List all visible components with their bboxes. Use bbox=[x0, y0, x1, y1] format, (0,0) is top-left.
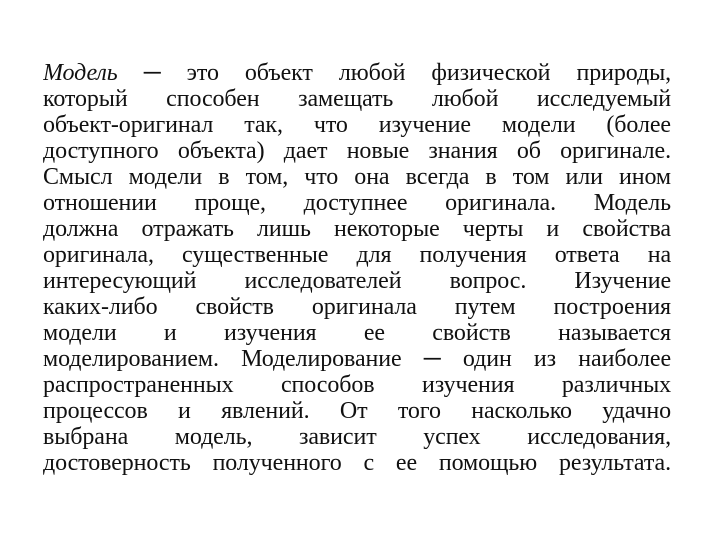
paragraph-line-8: оригинала, существенные для получения ответа на bbox=[43, 242, 671, 268]
paragraph-line-14: процессов и явлений. От того насколько удачно bbox=[43, 398, 671, 424]
paragraph-line-2: который способен замещать любой исследуемый bbox=[43, 86, 671, 112]
paragraph-line-6: отношении проще, доступнее оригинала. Модель bbox=[43, 190, 671, 216]
paragraph-line-11: модели и изучения ее свойств называется bbox=[43, 320, 671, 346]
paragraph-line-15: выбрана модель, зависит успех исследования, bbox=[43, 424, 671, 450]
paragraph-line-4: доступного объекта) дает новые знания об оригинале. bbox=[43, 138, 671, 164]
paragraph-line-1 bbox=[43, 60, 671, 86]
paragraph-line-7: должна отражать лишь некоторые черты и свойства bbox=[43, 216, 671, 242]
paragraph-line-16: достоверность полученного с ее помощью результата. bbox=[43, 450, 671, 476]
paragraph-line-10: каких-либо свойств оригинала путем построения bbox=[43, 294, 671, 320]
paragraph-line-12: моделированием. Моделирование ─ один из наиболее bbox=[43, 346, 671, 372]
term-model: Модель bbox=[43, 60, 118, 86]
paragraph-line-9: интересующий исследователей вопрос. Изучение bbox=[43, 268, 671, 294]
paragraph-line-5: Смысл модели в том, что она всегда в том или ином bbox=[43, 164, 671, 190]
paragraph-line-13: распространенных способов изучения различных bbox=[43, 372, 671, 398]
paragraph-line-3: объект-оригинал так, что изучение модели (более bbox=[43, 112, 671, 138]
paragraph-line-1-text: ─ это объект любой физической природы, bbox=[117, 60, 671, 86]
definition-paragraph bbox=[43, 60, 671, 476]
